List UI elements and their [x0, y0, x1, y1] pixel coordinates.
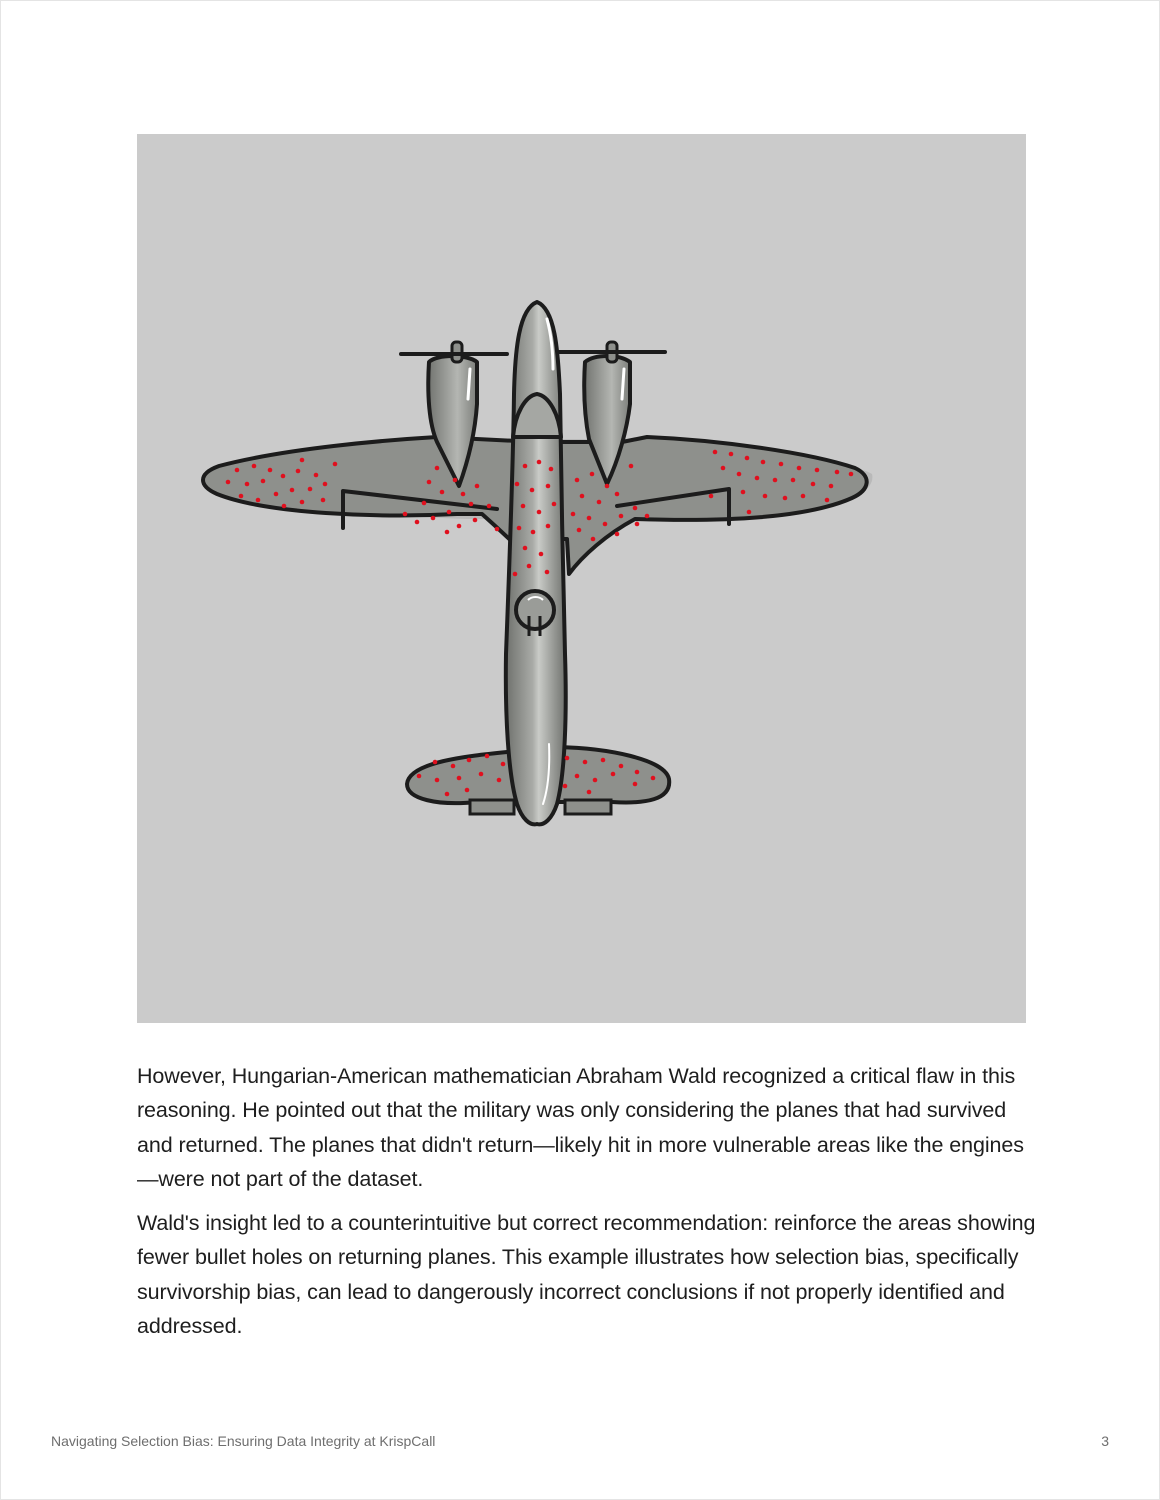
- paragraph-wald-flaw: However, Hungarian-American mathematician Abraham Wald recognized a critical flaw in this reasoning. He pointed out that the military was only considering the planes that had survived and returned. The planes that didn't return—likely hit in more vulnerable areas like the engines—were not part of the dataset.: [137, 1064, 1024, 1191]
- plane-drawing: [137, 134, 1026, 1023]
- left-elevator: [470, 800, 514, 814]
- footer-document-title: Navigating Selection Bias: Ensuring Data Integrity at KrispCall: [51, 1433, 436, 1449]
- fuselage: [506, 302, 566, 824]
- body-text: [137, 1059, 1037, 1353]
- plane-illustration: [137, 134, 1026, 1023]
- footer-page-number: 3: [1101, 1433, 1109, 1449]
- paragraph-wald-insight: Wald's insight led to a counterintuitive but correct recommendation: reinforce the areas showing fewer bullet holes on returning planes. This example illustrates how selection bias, specifically survivorship bias, can lead to dangerously incorrect conclusions if not properly identified and addressed.: [137, 1211, 1036, 1339]
- right-elevator: [565, 800, 611, 814]
